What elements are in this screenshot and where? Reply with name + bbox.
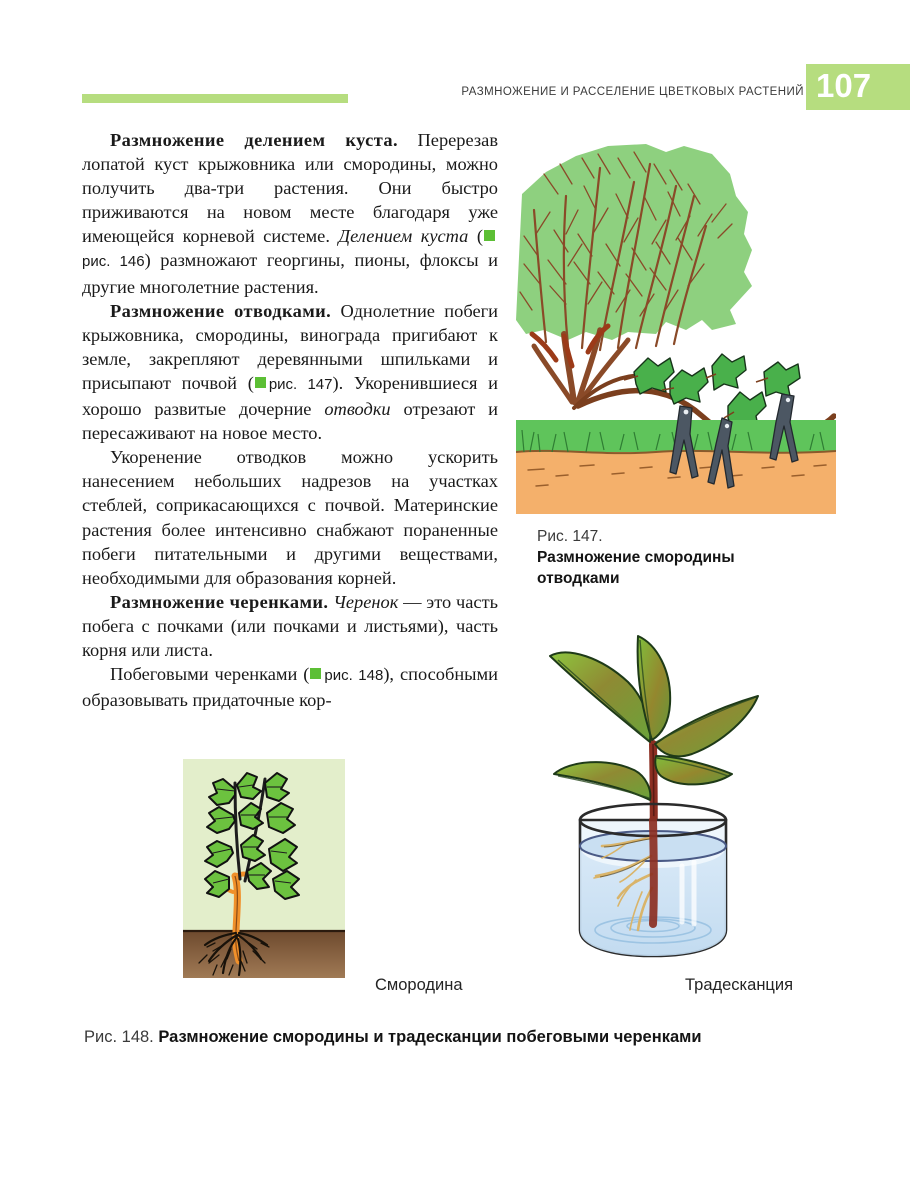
paragraph-text: Перерезав лопатой куст крыжовника или смородины, можно получить два-три растения. Они быстро приживаются на новом месте благодаря уже имеющейся корневой системе. [82, 130, 499, 247]
paragraph-text: Укоренение отводков можно ускорить нанесением небольших надрезов на участках стеблей, соприкасающихся с почвой. Материнские растения более интенсивно снабжают пораненные побеги питательными и другими веществами, необходимыми для образования корней. [82, 447, 498, 588]
paragraph-shoot-cuttings [82, 662, 498, 712]
paragraph-text: Однолетние побеги крыжовника, смородины, винограда пригибают к земле, закрепляют деревянными шпильками и присыпают почвой ( [82, 300, 499, 393]
paragraph-text-2: ). Укоренившиеся и хорошо развитые дочерние [82, 372, 498, 420]
figure-reference-148[interactable]: рис. 148 [324, 667, 384, 685]
figure-148-caption [84, 1028, 884, 1047]
term-division-of-bush: Делением куста [338, 226, 469, 247]
figure-147-title-line2: отводками [537, 570, 620, 587]
figure-148-title: Размножение смородины и традесканции побеговыми черенками [158, 1028, 702, 1046]
paragraph-layering [82, 299, 498, 446]
paragraph-lead: Размножение черенками. [110, 591, 329, 612]
paragraph-text-3: ) размножают георгины, пионы, флоксы и другие многолетние растения. [82, 250, 498, 297]
figure-marker-icon [255, 377, 266, 388]
paragraph-text-3: отрезают и пересаживают на новое место. [82, 399, 499, 444]
paragraph-division-of-bush [82, 128, 498, 299]
page-number: 107 [816, 67, 872, 104]
figure-147-number: Рис. 147. [537, 528, 603, 545]
paragraph-rooting-acceleration [82, 445, 498, 590]
paragraph-text-2: ( [468, 226, 483, 247]
page-number-badge [806, 64, 910, 110]
paragraph-lead: Размножение отводками. [110, 300, 332, 321]
figure-marker-icon [310, 668, 321, 679]
paragraph-cuttings [82, 590, 498, 662]
header-accent-rule [82, 94, 348, 103]
term-cutting: Черенок [328, 591, 399, 612]
paragraph-text: Побеговыми черенками ( [110, 664, 310, 685]
figure-marker-icon [484, 230, 495, 241]
figure-reference-146[interactable]: рис. 146 [82, 253, 145, 271]
figure-reference-147[interactable]: рис. 147 [268, 375, 333, 393]
figure-148-currant-label: Смородина [375, 976, 463, 994]
paragraph-text: — это часть побега с почками (или почками и листьями), часть корня или листа. [82, 591, 498, 660]
term-layers: отводки [324, 399, 391, 420]
paragraph-text-2: ), способными образовывать придаточные кор- [82, 664, 498, 711]
figure-148-tradescantia-label: Традесканция [685, 976, 794, 994]
figure-147-caption [537, 526, 857, 589]
figure-147-illustration [516, 134, 836, 514]
body-text-column [82, 128, 498, 712]
paragraph-lead: Размножение делением куста. [110, 130, 398, 150]
foliage-halo-shape [516, 144, 752, 340]
figure-148-currant-illustration [183, 759, 345, 978]
running-title: РАЗМНОЖЕНИЕ И РАССЕЛЕНИЕ ЦВЕТКОВЫХ РАСТЕНИЙ [461, 86, 804, 98]
figure-148-tradescantia-illustration [532, 624, 850, 964]
figure-148-number: Рис. 148. [84, 1028, 154, 1046]
figure-147-title-line1: Размножение смородины [537, 549, 735, 566]
